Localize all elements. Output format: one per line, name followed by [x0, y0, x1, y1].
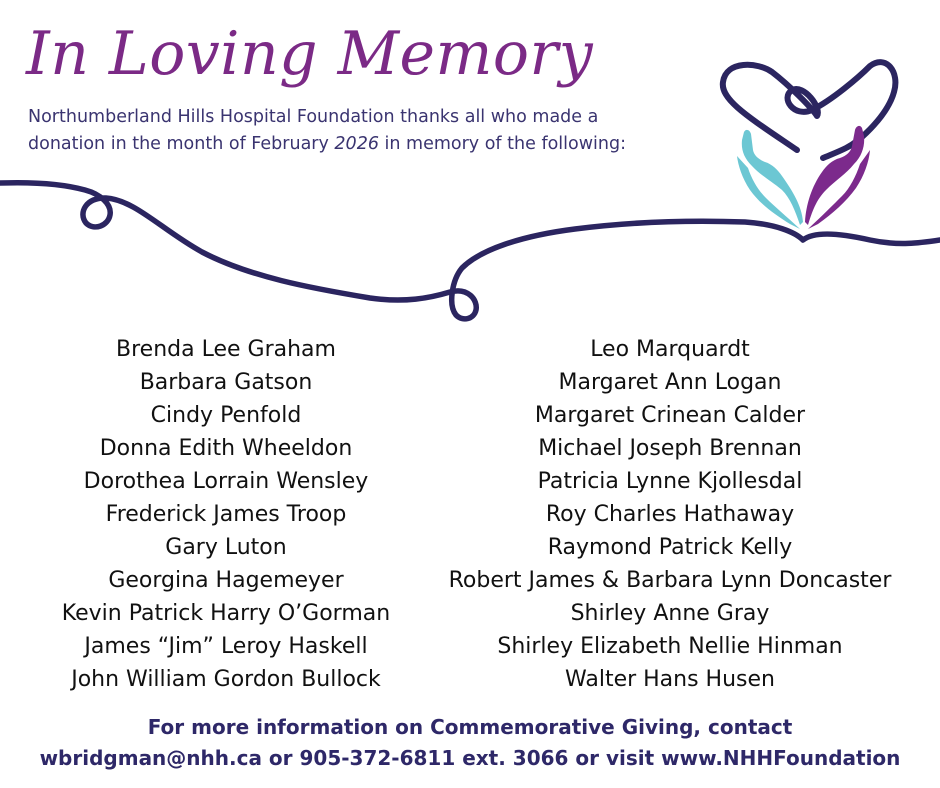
- memorial-name: Frederick James Troop: [105, 502, 347, 527]
- intro-line-2-end: in memory of the following:: [378, 134, 627, 154]
- memorial-name: Brenda Lee Graham: [116, 337, 336, 362]
- intro-line-1: Northumberland Hills Hospital Foundation thanks all who made a: [28, 107, 599, 127]
- memorial-name: Cindy Penfold: [150, 403, 302, 428]
- memorial-name: Shirley Anne Gray: [570, 601, 770, 626]
- names-list-left: [40, 333, 412, 696]
- memorial-name: Leo Marquardt: [590, 337, 750, 362]
- memorial-name: John William Gordon Bullock: [71, 667, 381, 692]
- memorial-name: Raymond Patrick Kelly: [547, 535, 793, 560]
- memorial-name: Margaret Ann Logan: [558, 370, 782, 395]
- memorial-name: James “Jim” Leroy Haskell: [84, 634, 368, 659]
- memorial-name: Walter Hans Husen: [565, 667, 775, 692]
- memorial-name: Roy Charles Hathaway: [545, 502, 795, 527]
- intro-year: 2026: [334, 134, 379, 154]
- intro-line-2-start: donation in the month of February: [28, 134, 335, 154]
- memorial-name: Margaret Crinean Calder: [534, 403, 806, 428]
- names-list-right: [425, 333, 915, 696]
- memorial-name: Gary Luton: [165, 535, 287, 560]
- memorial-name: Michael Joseph Brennan: [538, 436, 802, 461]
- memorial-name: Robert James & Barbara Lynn Doncaster: [448, 568, 892, 593]
- memorial-name: Barbara Gatson: [139, 370, 313, 395]
- memorial-name: Kevin Patrick Harry O’Gorman: [61, 601, 391, 626]
- memorial-name: Shirley Elizabeth Nellie Hinman: [497, 634, 843, 659]
- memorial-name: Dorothea Lorrain Wensley: [83, 469, 369, 494]
- footer-line-1: For more information on Commemorative Giving, contact: [147, 715, 793, 739]
- page-title: In Loving Memory: [26, 19, 594, 89]
- memorial-name: Donna Edith Wheeldon: [99, 436, 353, 461]
- heart-hands-logo-icon: [708, 50, 908, 240]
- memorial-name: Georgina Hagemeyer: [108, 568, 344, 593]
- contact-footer: [0, 712, 940, 774]
- memorial-name: Patricia Lynne Kjollesdal: [537, 469, 803, 494]
- footer-line-2: wbridgman@nhh.ca or 905-372-6811 ext. 3066 or visit www.NHHFoundation: [39, 746, 901, 770]
